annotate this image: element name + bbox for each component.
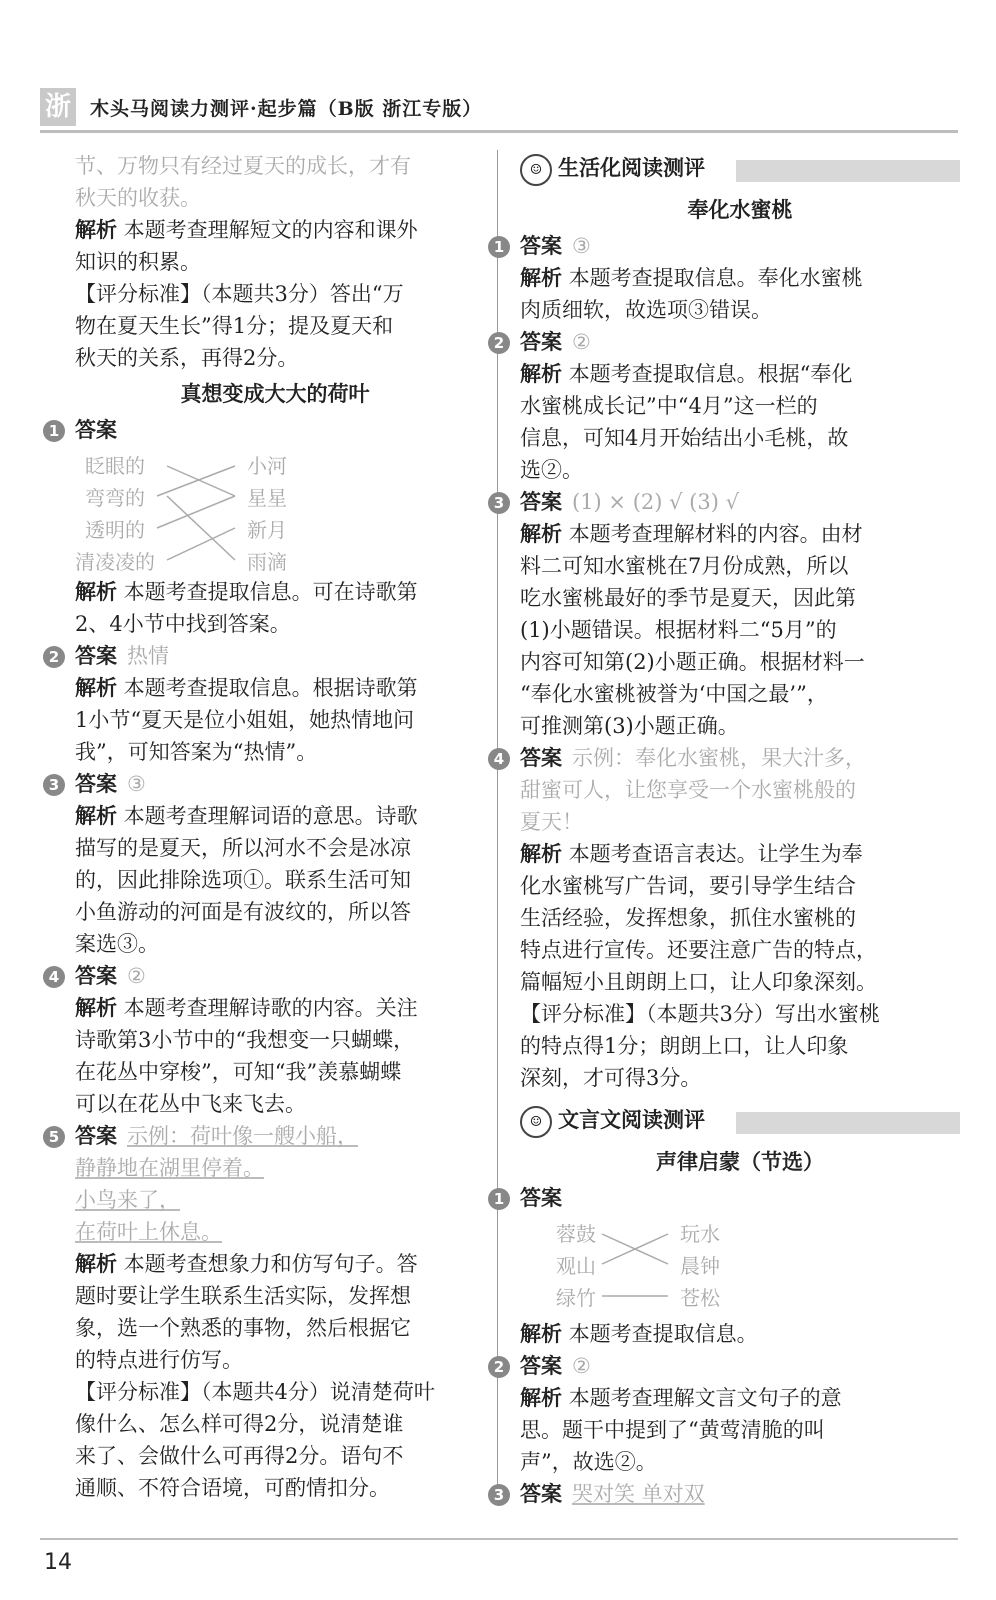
- analysis-line: 选②。: [520, 458, 583, 482]
- answer-label: 答案: [520, 234, 562, 258]
- answer-line: 静静地在湖里停着。: [75, 1156, 264, 1180]
- analysis-line: 料二可知水蜜桃在7月份成熟，所以: [520, 554, 849, 578]
- answer-line: 在荷叶上休息。: [75, 1220, 222, 1244]
- score-line: 的特点得1分；朗朗上口，让人印象: [520, 1034, 849, 1058]
- analysis: 解析 本题考查提取信息。根据“奉化: [520, 362, 853, 386]
- match-left-item: 透明的: [85, 518, 145, 542]
- answer-label: 答案: [75, 418, 117, 442]
- analysis: 解析 本题考查理解文言文句子的意: [520, 1386, 842, 1410]
- analysis-line: 声”，故选②。: [520, 1450, 657, 1474]
- match-right-item: 小河: [247, 454, 287, 478]
- analysis-line: 内容可知第(2)小题正确。根据材料一: [520, 650, 865, 674]
- answer-value: 示例：奉化水蜜桃，果大汁多，: [572, 746, 866, 770]
- answer-value: ②: [572, 330, 591, 354]
- analysis-line: “奉化水蜜桃被誉为‘中国之最’”，: [520, 682, 828, 706]
- analysis-line: 可推测第(3)小题正确。: [520, 714, 739, 738]
- analysis-line: 思。题干中提到了“黄莺清脆的叫: [520, 1418, 825, 1442]
- match-right-item: 晨钟: [680, 1254, 720, 1278]
- analysis-line: 小鱼游动的河面是有波纹的，所以答: [75, 900, 411, 924]
- question-1: [493, 230, 960, 262]
- score-line: 【评分标准】（本题共3分）答出“万: [75, 282, 404, 306]
- question-7: [493, 1478, 960, 1510]
- question-4: [48, 960, 475, 992]
- header-title: 木头马阅读力测评·起步篇（B版 浙江专版）: [90, 98, 483, 120]
- match-left-item: 蓉鼓: [556, 1222, 596, 1246]
- match-left-item: 观山: [556, 1254, 596, 1278]
- analysis-line: 的，因此排除选项①。联系生活可知: [75, 868, 411, 892]
- score-line: 深刻，才可得3分。: [520, 1066, 702, 1090]
- question-number: 3: [488, 492, 510, 514]
- section-bar: [736, 160, 960, 182]
- analysis: 解析 本题考查理解短文的内容和课外: [75, 218, 418, 242]
- section-title: 文言文阅读测评: [558, 1108, 705, 1132]
- answer-label: 答案: [75, 644, 117, 668]
- passage-title: 奉化水蜜桃: [687, 198, 793, 222]
- question-5: [493, 1182, 960, 1214]
- answer-label: 答案: [520, 1354, 562, 1378]
- matching-answer: [520, 1214, 960, 1318]
- reader-icon: ☺: [520, 1106, 552, 1138]
- analysis-line: (1)小题错误。根据材料二“5月”的: [520, 618, 837, 642]
- answer-value: 示例：荷叶像一艘小船，: [127, 1124, 358, 1148]
- intro-line: 节、万物只有经过夏天的成长，才有: [75, 154, 411, 178]
- answer-label: 答案: [75, 964, 117, 988]
- answer-label: 答案: [520, 746, 562, 770]
- analysis-line: 可以在花丛中飞来飞去。: [75, 1092, 306, 1116]
- answer-line: 小鸟来了，: [75, 1188, 180, 1212]
- match-right-item: 玩水: [680, 1222, 720, 1246]
- analysis: 解析 本题考查语言表达。让学生为奉: [520, 842, 863, 866]
- analysis: 解析 本题考查理解词语的意思。诗歌: [75, 804, 418, 828]
- section-bar: [736, 1112, 960, 1134]
- analysis-line: 特点进行宣传。还要注意广告的特点，: [520, 938, 877, 962]
- match-right-item: 雨滴: [247, 550, 287, 574]
- analysis: 解析 本题考查提取信息。: [520, 1322, 758, 1346]
- question-4: [493, 742, 960, 774]
- score-line: 【评分标准】（本题共3分）写出水蜜桃: [520, 1002, 880, 1026]
- question-number: 2: [43, 646, 65, 668]
- answer-value: 热情: [127, 644, 169, 668]
- question-1: [48, 414, 475, 446]
- question-number: 1: [43, 420, 65, 442]
- match-right-item: 苍松: [680, 1286, 720, 1310]
- left-column: [48, 150, 475, 1504]
- question-number: 3: [43, 774, 65, 796]
- analysis-line: 化水蜜桃写广告词，要引导学生结合: [520, 874, 856, 898]
- analysis-line: 篇幅短小且朗朗上口，让人印象深刻。: [520, 970, 877, 994]
- answer-value: ②: [127, 964, 146, 988]
- question-2: [48, 640, 475, 672]
- score-line: 物在夏天生长”得1分；提及夏天和: [75, 314, 394, 338]
- question-6: [493, 1350, 960, 1382]
- analysis-line: 信息，可知4月开始结出小毛桃，故: [520, 426, 849, 450]
- score-line: 秋天的关系，再得2分。: [75, 346, 299, 370]
- score-line: 来了、会做什么可再得2分。语句不: [75, 1444, 404, 1468]
- analysis-line: 水蜜桃成长记”中“4月”这一栏的: [520, 394, 818, 418]
- analysis: 解析 本题考查想象力和仿写句子。答: [75, 1252, 418, 1276]
- analysis-line: 诗歌第3小节中的“我想变一只蝴蝶，: [75, 1028, 415, 1052]
- section-title: 生活化阅读测评: [558, 156, 705, 180]
- question-number: 2: [488, 332, 510, 354]
- analysis-line: 案选③。: [75, 932, 159, 956]
- question-2: [493, 326, 960, 358]
- footer-rule: [40, 1538, 958, 1540]
- answer-label: 答案: [520, 330, 562, 354]
- answer-line: 夏天！: [520, 810, 583, 834]
- analysis: 解析 本题考查提取信息。根据诗歌第: [75, 676, 418, 700]
- analysis: 解析 本题考查理解材料的内容。由材: [520, 522, 863, 546]
- question-number: 5: [43, 1126, 65, 1148]
- question-5: [48, 1120, 475, 1152]
- answer-line: 甜蜜可人，让您享受一个水蜜桃般的: [520, 778, 856, 802]
- section-heading: [520, 150, 960, 190]
- analysis: 解析 本题考查提取信息。可在诗歌第: [75, 580, 418, 604]
- match-left-item: 弯弯的: [85, 486, 145, 510]
- score-line: 【评分标准】（本题共4分）说清楚荷叶: [75, 1380, 435, 1404]
- analysis-line: 1小节“夏天是位小姐姐，她热情地问: [75, 708, 415, 732]
- analysis-line: 象，选一个熟悉的事物，然后根据它: [75, 1316, 411, 1340]
- right-column: [493, 150, 960, 1510]
- analysis-line: 肉质细软，故选项③错误。: [520, 298, 772, 322]
- answer-value: ③: [572, 234, 591, 258]
- analysis-line: 的特点进行仿写。: [75, 1348, 243, 1372]
- question-3: [48, 768, 475, 800]
- analysis-line: 描写的是夏天，所以河水不会是冰凉: [75, 836, 411, 860]
- analysis-line: 知识的积累。: [75, 250, 201, 274]
- question-3: [493, 486, 960, 518]
- question-number: 4: [488, 748, 510, 770]
- analysis-line: 题时要让学生联系生活实际，发挥想: [75, 1284, 411, 1308]
- answer-value: (1) × (2) √ (3) √: [572, 490, 739, 514]
- analysis: 解析 本题考查理解诗歌的内容。关注: [75, 996, 418, 1020]
- header-rule: [40, 130, 958, 133]
- analysis-line: 吃水蜜桃最好的季节是夏天，因此第: [520, 586, 856, 610]
- match-left-item: 清凌凌的: [75, 550, 155, 574]
- answer-label: 答案: [520, 490, 562, 514]
- header-mark: 浙: [40, 88, 76, 126]
- match-right-item: 新月: [247, 518, 287, 542]
- question-number: 2: [488, 1356, 510, 1378]
- analysis-line: 生活经验，发挥想象，抓住水蜜桃的: [520, 906, 856, 930]
- reader-icon: ☺: [520, 154, 552, 186]
- match-right-item: 星星: [247, 486, 287, 510]
- analysis: 解析 本题考查提取信息。奉化水蜜桃: [520, 266, 863, 290]
- answer-label: 答案: [75, 1124, 117, 1148]
- answer-value: ②: [572, 1354, 591, 1378]
- passage-title: 真想变成大大的荷叶: [180, 382, 370, 406]
- score-line: 像什么、怎么样可得2分，说清楚谁: [75, 1412, 404, 1436]
- answer-label: 答案: [520, 1482, 562, 1506]
- question-number: 1: [488, 1188, 510, 1210]
- match-left-item: 绿竹: [556, 1286, 596, 1310]
- question-number: 3: [488, 1484, 510, 1506]
- intro-line: 秋天的收获。: [75, 186, 201, 210]
- page-number: 14: [44, 1550, 72, 1575]
- question-number: 1: [488, 236, 510, 258]
- match-left-item: 眨眼的: [85, 454, 145, 478]
- score-line: 通顺、不符合语境，可酌情扣分。: [75, 1476, 390, 1500]
- section-heading: [520, 1102, 960, 1142]
- page-header: [0, 0, 996, 130]
- answer-label: 答案: [520, 1186, 562, 1210]
- analysis-line: 我”，可知答案为“热情”。: [75, 740, 318, 764]
- matching-answer: [75, 446, 475, 576]
- answer-label: 答案: [75, 772, 117, 796]
- answer-value: ③: [127, 772, 146, 796]
- analysis-line: 在花丛中穿梭”，可知“我”羡慕蝴蝶: [75, 1060, 402, 1084]
- passage-title: 声律启蒙（节选）: [656, 1150, 824, 1174]
- analysis-line: 2、4小节中找到答案。: [75, 612, 291, 636]
- question-number: 4: [43, 966, 65, 988]
- answer-value: 哭对笑 单对双: [572, 1482, 705, 1506]
